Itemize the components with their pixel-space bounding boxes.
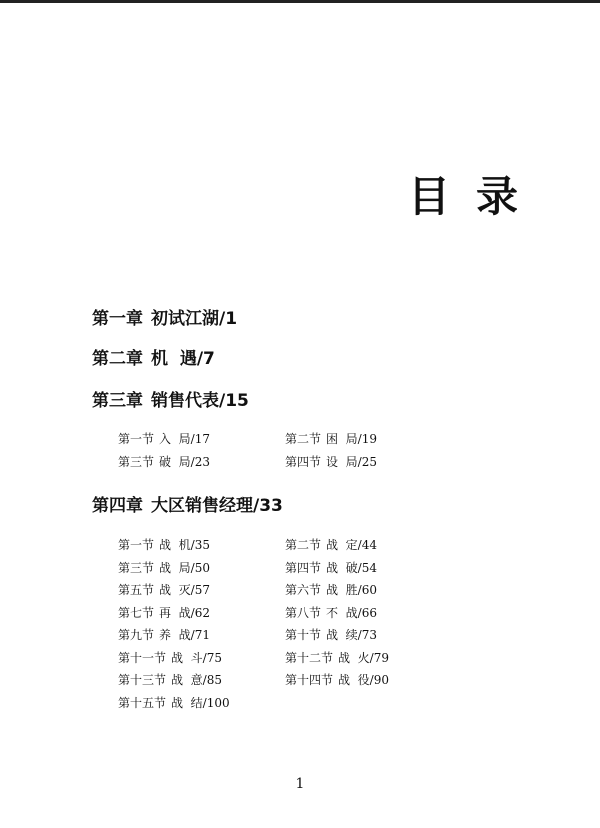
section-page: /85 [202,673,222,687]
section-title: 战 定 [326,538,358,552]
section-page: /66 [357,605,377,620]
top-border-line [0,0,600,3]
section-title: 战 续 [326,628,358,642]
section-number: 第九节 [118,628,155,642]
section-title: 不 战 [326,605,358,620]
section-entry [285,562,438,585]
section-page: /25 [357,454,377,469]
section-title: 战 火 [338,650,370,665]
section-number: 第八节 [285,605,322,620]
section-number: 第四节 [285,454,322,469]
section-page: /54 [357,560,377,575]
section-title: 战 胜 [326,583,358,597]
section-entry [118,562,285,585]
section-page: /73 [357,628,377,642]
section-title: 困 局 [326,432,358,446]
chapter-page: /33 [253,496,283,516]
section-title: 战 局 [159,560,191,575]
section-page: /44 [357,538,377,552]
section-page: /100 [202,695,230,710]
section-title: 战 机 [159,538,191,552]
section-entry [118,584,285,607]
section-entry [118,674,285,697]
section-number: 第一节 [118,432,155,446]
section-title: 战 意 [171,673,203,687]
chapter-heading [92,311,237,328]
section-title: 设 局 [326,454,358,469]
section-entry [118,629,285,652]
section-title: 再 战 [159,605,191,620]
section-number: 第四节 [285,560,322,575]
section-number: 第三节 [118,454,155,469]
section-entry [285,456,438,479]
section-page: /17 [190,432,210,446]
chapter-heading [92,393,249,410]
chapter-number: 第三章 [92,391,143,411]
chapter-title: 机 遇 [151,349,197,369]
section-page: /35 [190,538,210,552]
toc-title: 目录 [408,172,545,221]
section-entry [118,607,285,630]
section-number: 第十四节 [285,673,334,687]
section-entry [285,433,438,456]
chapter-number: 第四章 [92,496,143,516]
section-entry [285,607,438,630]
section-page: /79 [369,650,389,665]
section-title: 战 结 [171,695,203,710]
section-list [118,539,438,719]
section-page: /71 [190,628,210,642]
section-number: 第十二节 [285,650,334,665]
chapter-title: 销售代表 [151,391,219,411]
section-entry [118,433,285,456]
chapter-heading [92,351,215,368]
section-number: 第七节 [118,605,155,620]
section-page: /50 [190,560,210,575]
section-entry [285,652,438,675]
section-number: 第二节 [285,432,322,446]
section-entry [285,539,438,562]
section-page: /75 [202,650,222,665]
section-title: 破 局 [159,454,191,469]
section-entry [118,456,285,479]
section-number: 第五节 [118,583,155,597]
section-number: 第十一节 [118,650,167,665]
chapter-number: 第一章 [92,309,143,329]
section-page: /60 [357,583,377,597]
page-number: 1 [295,776,305,792]
section-title: 战 破 [326,560,358,575]
section-number: 第六节 [285,583,322,597]
section-number: 第十五节 [118,695,167,710]
section-page: /19 [357,432,377,446]
section-page: /90 [369,673,389,687]
section-number: 第一节 [118,538,155,552]
chapter-page: /7 [196,349,215,369]
chapter-page: /1 [219,309,238,329]
section-title: 战 灭 [159,583,191,597]
section-number: 第二节 [285,538,322,552]
chapter-page: /15 [219,391,249,411]
section-page: /62 [190,605,210,620]
section-entry [285,584,438,607]
chapter-title: 初试江湖 [151,309,219,329]
section-title: 战 役 [338,673,370,687]
section-entry [285,674,438,697]
section-list [118,433,438,478]
chapter-heading [92,498,283,515]
section-title: 养 战 [159,628,191,642]
section-number: 第十节 [285,628,322,642]
section-title: 战 斗 [171,650,203,665]
chapter-number: 第二章 [92,349,143,369]
section-entry [118,539,285,562]
section-number: 第三节 [118,560,155,575]
section-entry [118,652,285,675]
chapter-title: 大区销售经理 [151,496,253,516]
section-page: /57 [190,583,210,597]
section-entry [285,629,438,652]
section-title: 入 局 [159,432,191,446]
section-entry [118,697,285,720]
section-page: /23 [190,454,210,469]
section-number: 第十三节 [118,673,167,687]
